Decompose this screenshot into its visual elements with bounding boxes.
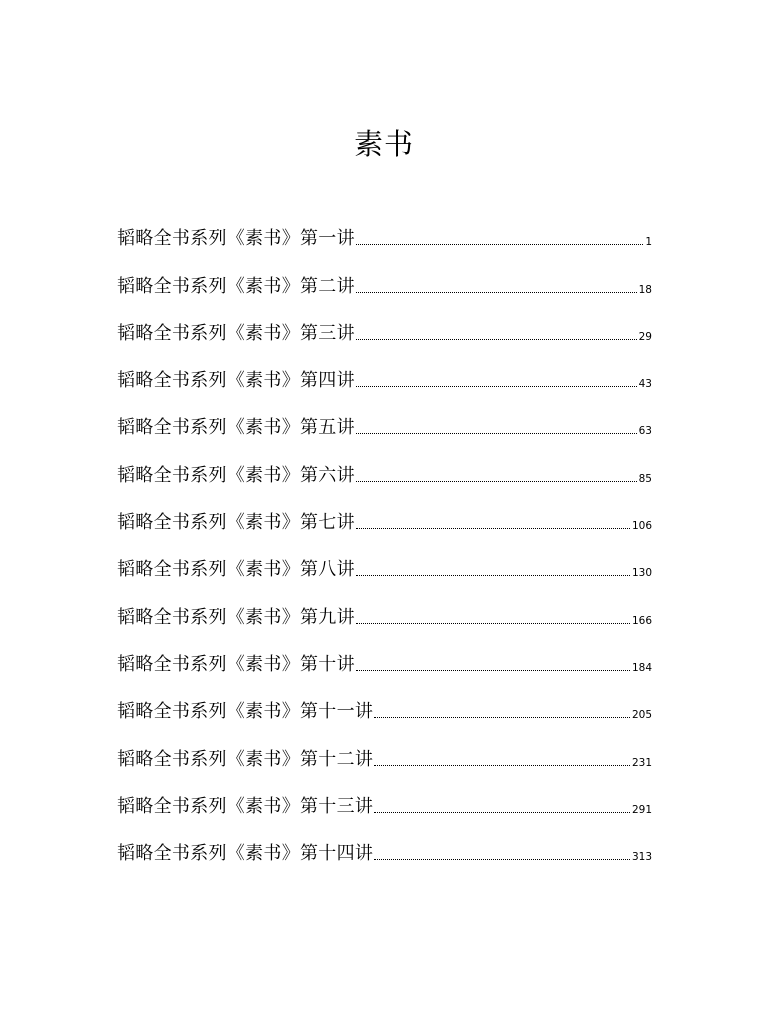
toc-dot-leader bbox=[356, 433, 637, 434]
toc-dot-leader bbox=[356, 575, 630, 576]
toc-dot-leader bbox=[356, 481, 637, 482]
toc-page-number: 291 bbox=[631, 803, 652, 816]
toc-dot-leader bbox=[356, 339, 637, 340]
toc-entry[interactable] bbox=[117, 633, 652, 680]
toc-entry-label: 韬略全书系列《素书》第十讲 bbox=[117, 653, 355, 675]
toc-dot-leader bbox=[374, 717, 630, 718]
toc-entry[interactable] bbox=[117, 396, 652, 443]
document-title: 素书 bbox=[353, 127, 414, 161]
toc-entry[interactable] bbox=[117, 727, 652, 774]
toc-page-number: 63 bbox=[638, 425, 652, 438]
toc-entry[interactable] bbox=[117, 443, 652, 490]
toc-page-number: 313 bbox=[631, 851, 652, 864]
toc-entry-label: 韬略全书系列《素书》第十一讲 bbox=[117, 701, 374, 723]
toc-entry[interactable] bbox=[117, 349, 652, 396]
toc-dot-leader bbox=[356, 528, 630, 529]
toc-entry[interactable] bbox=[117, 585, 652, 632]
toc-page-number: 205 bbox=[631, 709, 652, 722]
toc-page-number: 166 bbox=[631, 614, 652, 627]
toc-entry-label: 韬略全书系列《素书》第二讲 bbox=[117, 275, 355, 297]
toc-entry[interactable] bbox=[117, 254, 652, 301]
toc-dot-leader bbox=[356, 386, 637, 387]
toc-page-number: 106 bbox=[631, 520, 652, 533]
toc-entry-label: 韬略全书系列《素书》第八讲 bbox=[117, 559, 355, 581]
toc-entry[interactable] bbox=[117, 775, 652, 822]
toc-page-number: 29 bbox=[638, 330, 652, 343]
toc-dot-leader bbox=[356, 623, 630, 624]
toc-entry-label: 韬略全书系列《素书》第四讲 bbox=[117, 370, 355, 392]
toc-dot-leader bbox=[374, 812, 630, 813]
toc-page-number: 1 bbox=[645, 236, 652, 249]
toc-entry-label: 韬略全书系列《素书》第五讲 bbox=[117, 417, 355, 439]
toc-dot-leader bbox=[356, 670, 630, 671]
toc-page-number: 231 bbox=[631, 756, 652, 769]
toc-entry-label: 韬略全书系列《素书》第十四讲 bbox=[117, 843, 374, 865]
toc-dot-leader bbox=[374, 859, 630, 860]
toc-entry-label: 韬略全书系列《素书》第十三讲 bbox=[117, 795, 374, 817]
toc-entry[interactable] bbox=[117, 491, 652, 538]
toc-entry-label: 韬略全书系列《素书》第一讲 bbox=[117, 228, 355, 250]
toc-entry-label: 韬略全书系列《素书》第六讲 bbox=[117, 464, 355, 486]
toc-entry[interactable] bbox=[117, 538, 652, 585]
toc-dot-leader bbox=[374, 765, 630, 766]
toc-entry-label: 韬略全书系列《素书》第九讲 bbox=[117, 606, 355, 628]
toc-page-number: 184 bbox=[631, 661, 652, 674]
toc-entry-label: 韬略全书系列《素书》第七讲 bbox=[117, 512, 355, 534]
toc-page-number: 43 bbox=[638, 378, 652, 391]
table-of-contents bbox=[117, 207, 652, 869]
toc-entry[interactable] bbox=[117, 822, 652, 869]
toc-entry-label: 韬略全书系列《素书》第十二讲 bbox=[117, 748, 374, 770]
toc-dot-leader bbox=[356, 292, 637, 293]
toc-entry[interactable] bbox=[117, 302, 652, 349]
toc-dot-leader bbox=[356, 244, 643, 245]
toc-entry[interactable] bbox=[117, 680, 652, 727]
toc-page-number: 130 bbox=[631, 567, 652, 580]
toc-entry[interactable] bbox=[117, 207, 652, 254]
toc-page-number: 85 bbox=[638, 472, 652, 485]
toc-entry-label: 韬略全书系列《素书》第三讲 bbox=[117, 322, 355, 344]
toc-page-number: 18 bbox=[638, 283, 652, 296]
